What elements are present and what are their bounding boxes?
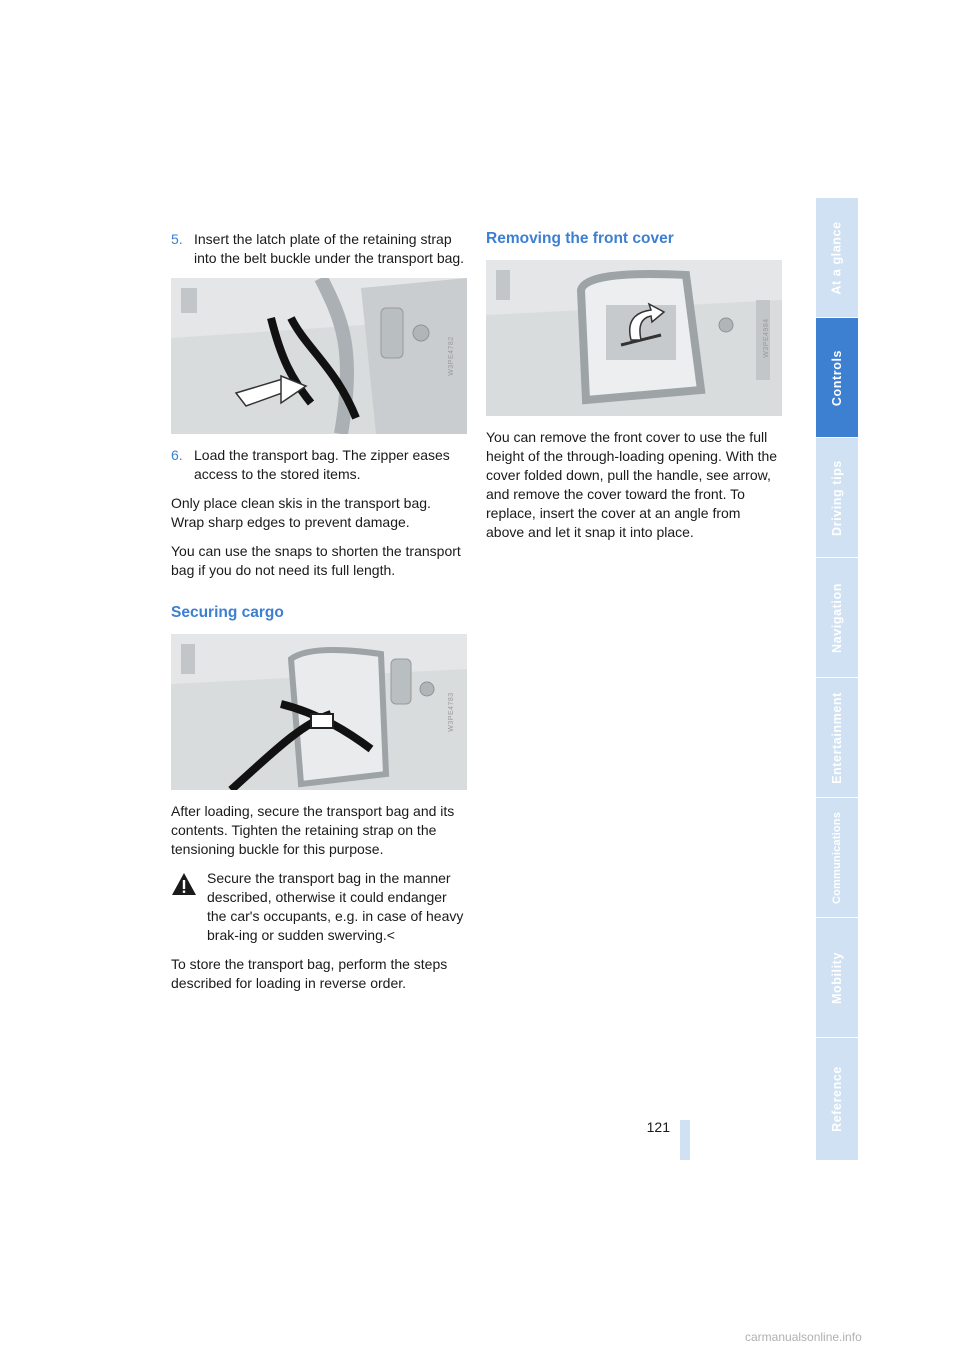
paragraph-snaps: You can use the snaps to shorten the transport bag if you do not need its full length. (171, 543, 461, 578)
figure-securing-cargo (171, 634, 467, 790)
warning-triangle-icon (171, 872, 197, 896)
figure-code: W3PE4984 (762, 318, 770, 358)
tab-navigation[interactable] (816, 558, 858, 677)
paragraph-after-loading: After loading, secure the transport bag and its contents. Tighten the retaining strap on the tensioning buckle for this purpose. (171, 803, 455, 857)
tab-label: Communications (831, 811, 843, 904)
figure-front-cover (486, 260, 782, 416)
step-text: Load the transport bag. The zipper eases access to the stored items. (194, 447, 450, 482)
figure-code: W3PE4782 (447, 336, 455, 376)
tab-mobility[interactable] (816, 918, 858, 1037)
step-number: 6. (171, 447, 183, 463)
tab-label: Entertainment (830, 691, 844, 784)
warning-body: Secure the transport bag in the manner described, otherwise it could endanger the car's occupants, e.g. in case of heavy brak-ing or sudden swerving. (207, 870, 464, 943)
tab-entertainment[interactable] (816, 678, 858, 797)
paragraph-remove-cover: You can remove the front cover to use the full height of the through-loading opening. With the cover folded down, pull the handle, see arrow, and remove the cover toward the front. To replace, insert the cover at an angle from above and let it snap it into place. (486, 429, 778, 540)
left-column (171, 230, 467, 1003)
figure-latch-plate (171, 278, 467, 434)
heading-removing-front-cover: Removing the front cover (486, 230, 674, 247)
tab-label: Reference (830, 1066, 845, 1132)
figure-code: W3PE4783 (447, 692, 455, 732)
step-5 (171, 230, 467, 268)
tab-reference[interactable] (816, 1038, 858, 1160)
tab-label: At a glance (830, 220, 845, 295)
step-text: Insert the latch plate of the retaining strap into the belt buckle under the transport bag. (194, 231, 465, 266)
step-number: 5. (171, 231, 183, 247)
tab-label: Controls (830, 349, 844, 406)
paragraph-store-bag: To store the transport bag, perform the steps described for loading in reverse order. (171, 956, 448, 991)
tab-driving-tips[interactable] (816, 438, 858, 557)
step-6 (171, 446, 467, 484)
tab-controls[interactable] (816, 318, 858, 437)
page-number-bar (680, 1120, 690, 1160)
end-marker: < (386, 927, 395, 943)
page-number: 121 (646, 1119, 670, 1135)
tab-label: Driving tips (830, 459, 844, 536)
paragraph-clean-skis: Only place clean skis in the transport bag. Wrap sharp edges to prevent damage. (171, 495, 431, 530)
heading-securing-cargo: Securing cargo (171, 604, 284, 621)
warning-block (171, 869, 467, 945)
right-column (486, 230, 782, 552)
tab-at-a-glance[interactable] (816, 198, 858, 317)
watermark: carmanualsonline.info (745, 1330, 862, 1344)
tab-communications[interactable] (816, 798, 858, 917)
tab-label: Mobility (830, 951, 844, 1004)
tab-label: Navigation (830, 582, 844, 653)
chapter-sidebar (816, 198, 858, 1160)
warning-text (171, 869, 467, 945)
